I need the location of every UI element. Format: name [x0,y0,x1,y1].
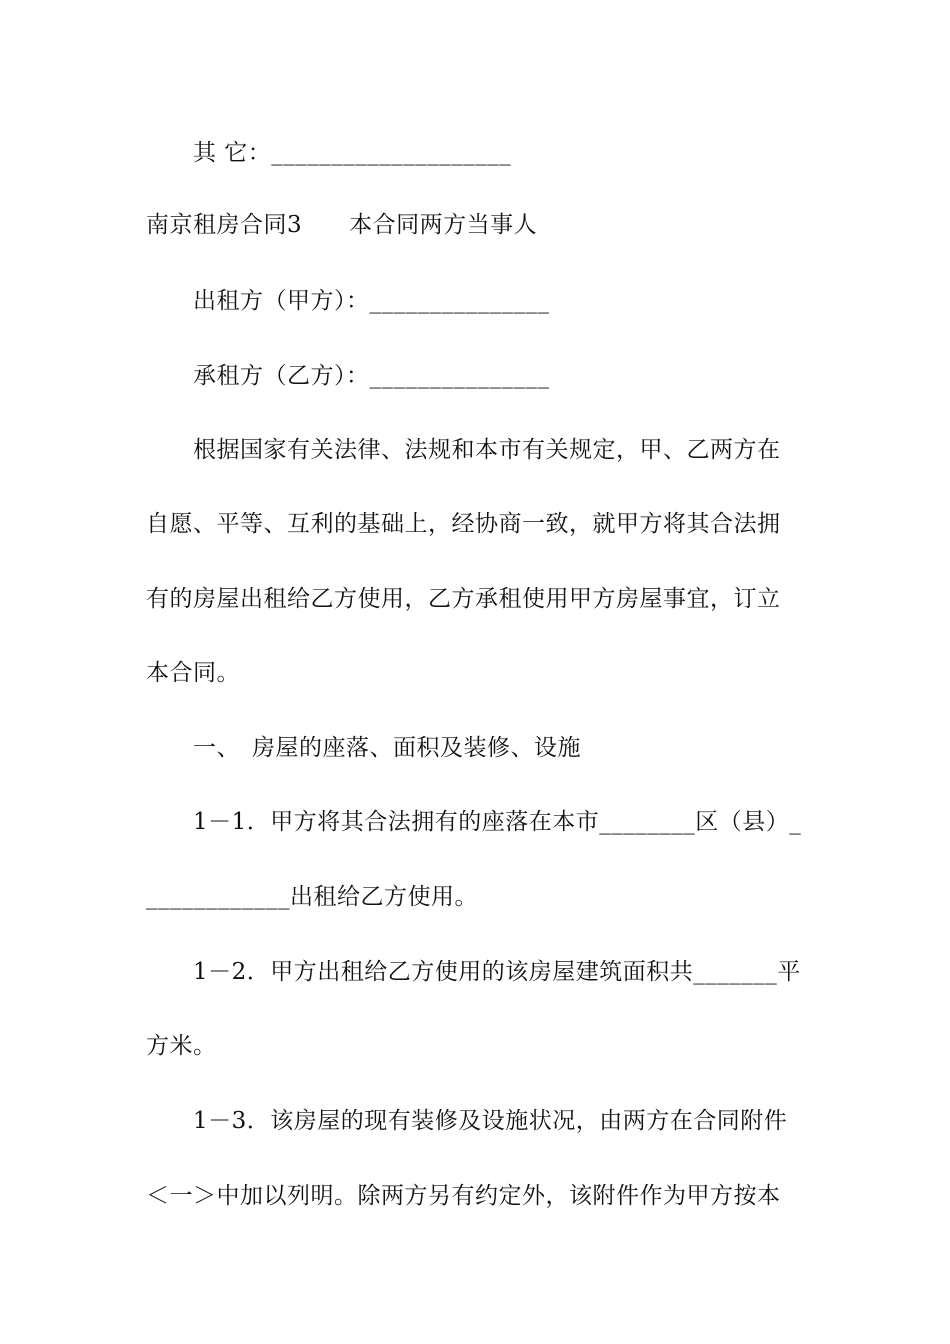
clause-line: 1－3．该房屋的现有装修及设施状况，由两方在合同附件 [193,1108,788,1134]
clause-line: 1－1．甲方将其合法拥有的座落在本市________区（县）_ [193,809,802,835]
lessee-line: 承租方（乙方）：_______________ [193,363,550,389]
other-line: 其 它：____________________ [193,140,512,166]
clause-line: 方米。 [146,1033,217,1059]
paragraph-line: 有的房屋出租给乙方使用，乙方承租使用甲方房屋事宜，订立 [146,586,781,612]
clause-line: 1－2．甲方出租给乙方使用的该房屋建筑面积共_______平 [193,959,801,985]
paragraph-line: 自愿、平等、互利的基础上，经协商一致，就甲方将其合法拥 [146,511,781,537]
lessor-line: 出租方（甲方）：_______________ [193,288,550,314]
clause-line: ＜一＞中加以列明。除两方另有约定外，该附件作为甲方按本 [146,1183,781,1209]
paragraph-line: 本合同。 [146,660,240,686]
clause-line: ____________出租给乙方使用。 [146,884,478,910]
section-heading: 一、 房屋的座落、面积及装修、设施 [193,735,581,761]
title-line: 南京租房合同3 本合同两方当事人 [146,212,538,238]
paragraph-line: 根据国家有关法律、法规和本市有关规定，甲、乙两方在 [193,437,781,463]
